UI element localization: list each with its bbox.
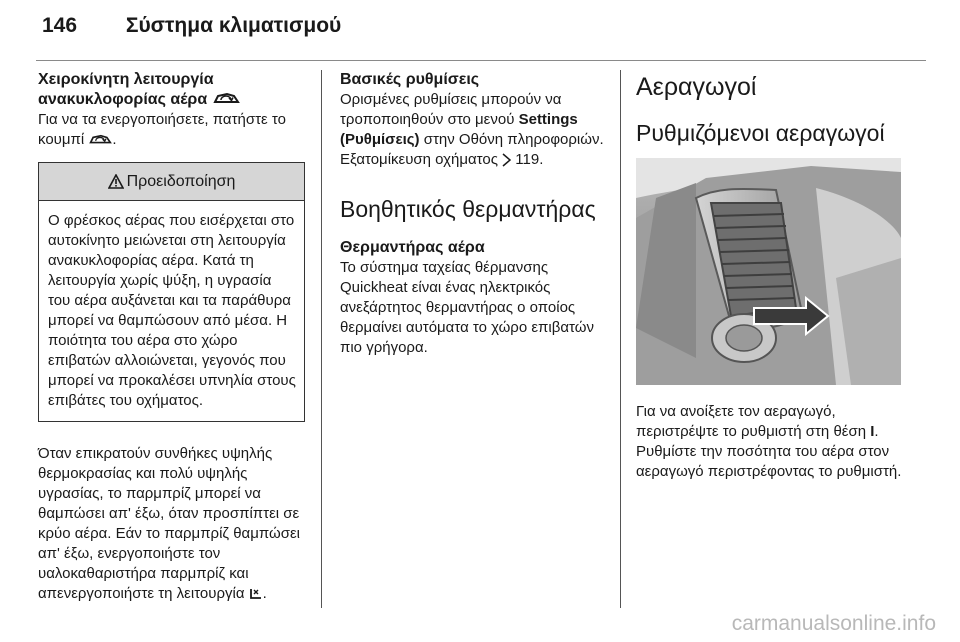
warning-header	[39, 163, 304, 200]
warning-triangle-icon	[108, 174, 124, 189]
fogging-paragraph: Όταν επικρατούν συνθήκες υψηλής θερμοκρασίας και πολύ υψηλής υγρασίας, το παρμπρίζ μπορεί να θαμπώσει απ' έξω, όταν προσπίπτει σε κρύο αέρα. Εάν το παρμπρίζ θαμπώσει απ' έξω, ενεργοποιήστε τον υαλοκαθαριστήρα παρμπρίζ και απενεργοποιήστε τη λειτουργία .	[38, 445, 300, 602]
chapter-title: Σύστημα κλιματισμού	[125, 14, 342, 37]
air-heater-heading: Θερμαντήρας αέρα	[340, 239, 485, 256]
page-reference-arrow-icon	[502, 153, 511, 167]
header-rule	[36, 60, 926, 61]
column-middle	[340, 70, 608, 358]
adjustable-vents-title: Ρυθμιζόμενοι αεραγωγοί	[636, 120, 885, 146]
page-number: 146	[42, 14, 78, 37]
settings-menu-term: Settings (Ρυθμίσεις)	[340, 111, 578, 148]
recirculation-intro: Για να τα ενεργοποιήσετε, πατήστε το κουμπί .	[38, 111, 286, 148]
air-conditioning-icon	[249, 587, 263, 601]
air-vents-title: Αεραγωγοί	[636, 73, 757, 101]
column-divider	[321, 70, 322, 608]
recirculation-heading: Χειροκίνητη λειτουργία ανακυκλοφορίας αέρα	[38, 70, 305, 110]
auxiliary-heater-title: Βοηθητικός θερμαντήρας	[340, 196, 596, 222]
basic-settings-heading: Βασικές ρυθμίσεις	[340, 71, 480, 88]
basic-settings-text: Ορισμένες ρυθμίσεις μπορούν να τροποποιηθούν στο μενού Settings (Ρυθμίσεις) στην Οθόνη πληροφοριών. Εξατομίκευση οχήματος 119.	[340, 91, 604, 168]
recirculation-icon	[212, 91, 240, 107]
column-divider	[620, 70, 621, 608]
vent-caption: Για να ανοίξετε τον αεραγωγό, περιστρέψτε το ρυθμιστή στη θέση I. Ρυθμίστε την ποσότητα του αέρα στον αεραγωγό περιστρέφοντας το ρυθμιστή.	[636, 403, 902, 480]
watermark: carmanualsonline.info	[731, 612, 936, 635]
warning-title: Προειδοποίηση	[126, 173, 236, 190]
column-right	[636, 70, 903, 482]
warning-text: Ο φρέσκος αέρας που εισέρχεται στο αυτοκίνητο μειώνεται στη λειτουργία ανακυκλοφορίας αέρα. Κατά τη λειτουργία χωρίς ψύξη, η υγρασία του αέρα αυξάνεται και τα παράθυρα μπορεί να θαμπώσουν από μέσα. Η ποιότητα του αέρα στο χώρο επιβατών αλλοιώνεται, γεγονός που μπορεί να προκαλέσει υπνηλία στους επιβάτες του οχήματος.	[39, 200, 304, 421]
air-vent-photo	[636, 158, 901, 385]
position-mark: I	[870, 423, 875, 440]
recirculation-icon	[88, 133, 112, 147]
warning-box	[38, 162, 305, 422]
column-left	[38, 70, 305, 604]
page-header	[42, 14, 341, 38]
air-heater-text: Το σύστημα ταχείας θέρμανσης Quickheat είναι ένας ηλεκτρικός ανεξάρτητος θερμαντήρας ο οποίος θερμαίνει αυτόματα το χώρο επιβατών πιο γρήγορα.	[340, 259, 594, 356]
